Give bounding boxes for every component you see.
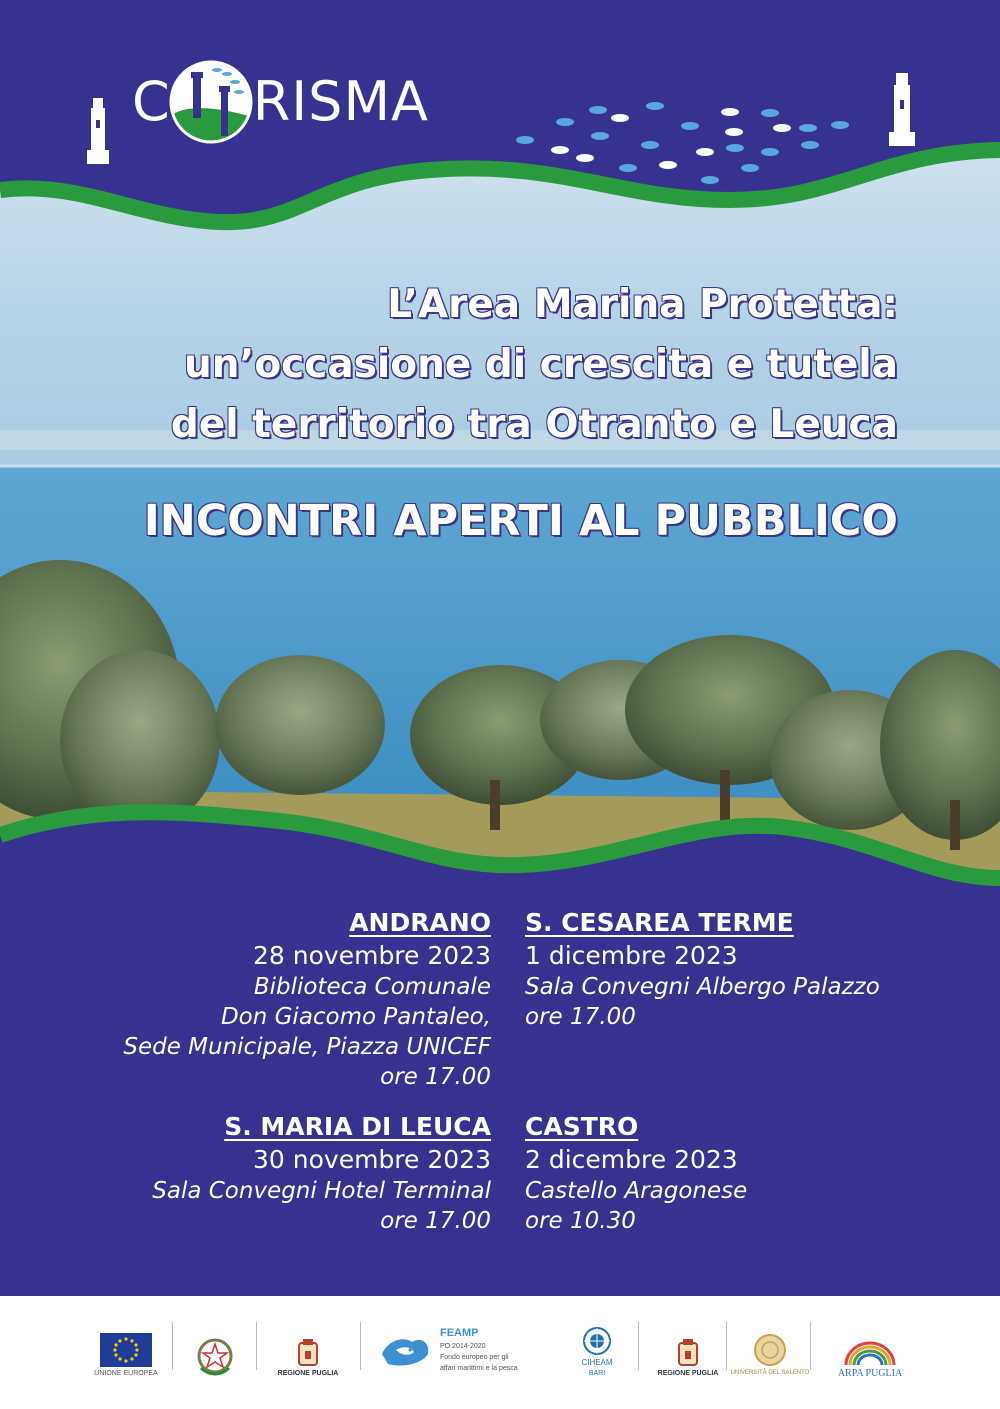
sponsor-regione-puglia-2 — [656, 1322, 720, 1378]
sponsor-arpa-puglia — [832, 1322, 908, 1378]
sponsor-caption: ARPA PUGLIA — [837, 1368, 903, 1379]
sponsor-caption: UNIONE EUROPEA — [94, 1370, 158, 1377]
sponsor-caption: CIHEAM — [581, 1358, 613, 1367]
sponsor-unisalento — [730, 1322, 810, 1378]
divider — [810, 1322, 811, 1370]
event-venue-line: Sala Convegni Hotel Terminal — [152, 1178, 491, 1204]
event-s-maria-di-leuca — [152, 1110, 491, 1236]
event-date: 30 novembre 2023 — [253, 1145, 491, 1174]
sponsor-feamp — [378, 1322, 518, 1378]
sponsor-caption: REGIONE PUGLIA — [657, 1370, 719, 1377]
event-place: S. CESAREA TERME — [525, 908, 794, 937]
regione-puglia-crest-icon — [297, 1339, 319, 1367]
event-date: 28 novembre 2023 — [253, 941, 491, 970]
event-venue-line: Don Giacomo Pantaleo, — [220, 1004, 491, 1030]
subtitle: INCONTRI APERTI AL PUBBLICO — [143, 496, 898, 546]
title-line-1: L’Area Marina Protetta: — [387, 282, 898, 327]
event-place: CASTRO — [525, 1112, 639, 1141]
event-place: ANDRANO — [349, 908, 491, 937]
event-time: ore 10.30 — [525, 1208, 636, 1234]
sponsor-caption: REGIONE PUGLIA — [277, 1370, 339, 1377]
feamp-hand-fish-icon — [378, 1328, 434, 1372]
sponsor-regione-puglia — [276, 1322, 340, 1378]
sponsor-repubblica — [192, 1322, 238, 1378]
logo-letter-c: C — [132, 70, 171, 133]
divider — [256, 1322, 257, 1370]
sponsor-caption: UNIVERSITÀ DEL SALENTO — [730, 1370, 810, 1376]
event-time: ore 17.00 — [525, 1004, 636, 1030]
sponsor-caption: BARI — [588, 1370, 606, 1377]
event-venue-line: Sala Convegni Albergo Palazzo — [525, 974, 880, 1000]
feamp-caption: PO 2014-2020 — [440, 1343, 486, 1350]
divider — [638, 1322, 639, 1370]
event-time: ore 17.00 — [380, 1208, 491, 1234]
ciheam-globe-icon — [582, 1326, 612, 1356]
divider — [726, 1322, 727, 1370]
title-line-2: un’occasione di crescita e tutela — [184, 342, 898, 387]
feamp-caption: Fondo europeo per gli — [440, 1354, 509, 1361]
italian-emblem-icon — [195, 1334, 235, 1378]
regione-puglia-crest-icon — [677, 1339, 699, 1367]
unisalento-seal-icon — [753, 1333, 787, 1367]
event-venue-line: Sede Municipale, Piazza UNICEF — [123, 1034, 491, 1060]
logo-emblem-icon — [165, 52, 257, 152]
event-date: 2 dicembre 2023 — [525, 1145, 738, 1174]
feamp-caption: affari marittimi e la pesca — [440, 1365, 518, 1372]
arpa-rainbow-icon — [840, 1337, 900, 1367]
feamp-label: FEAMP — [440, 1327, 479, 1339]
divider — [360, 1322, 361, 1370]
sponsor-ciheam — [572, 1322, 622, 1378]
eu-flag-icon — [100, 1333, 152, 1367]
title-line-3: del territorio tra Otranto e Leuca — [170, 402, 898, 447]
sponsor-footer — [0, 1296, 1000, 1409]
event-venue-line: Biblioteca Comunale — [253, 974, 491, 1000]
divider — [172, 1322, 173, 1370]
event-venue-line: Castello Aragonese — [525, 1178, 748, 1204]
event-date: 1 dicembre 2023 — [525, 941, 738, 970]
event-castro — [525, 1110, 747, 1236]
logo-word-rest: RISMA — [252, 70, 429, 133]
event-place: S. MARIA DI LEUCA — [224, 1112, 491, 1141]
corisma-logo — [132, 52, 429, 152]
sponsor-eu — [94, 1322, 158, 1378]
event-andrano — [123, 906, 491, 1092]
event-time: ore 17.00 — [380, 1064, 491, 1090]
event-s-cesarea-terme — [525, 906, 880, 1032]
